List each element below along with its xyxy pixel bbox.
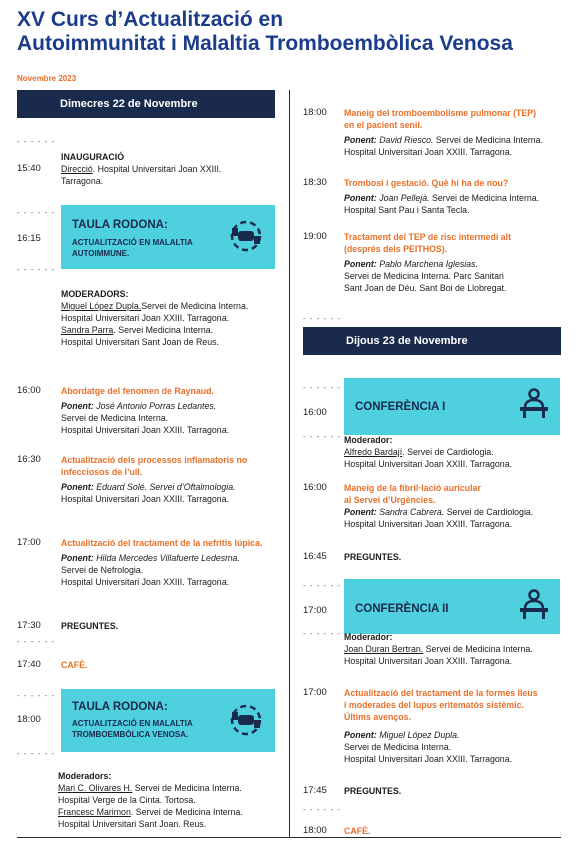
day-header-thursday: Dijous 23 de Novembre — [303, 327, 561, 355]
moderator-name: Francesc Marimon — [58, 807, 131, 817]
page-title — [17, 8, 513, 56]
divider-dashes: - - - - - - — [17, 637, 56, 646]
speaker-name: Joan Pellejà. — [379, 193, 430, 203]
moderator-block: Moderador: Joan Duran Bertran. Servei de Medicina Interna. Hospital Universitari Joan XXIII. Tarragona. — [344, 631, 574, 667]
divider-dashes: - - - - - - — [17, 265, 56, 274]
event-date: Novembre 2023 — [17, 74, 77, 83]
presenter-icon — [518, 589, 550, 621]
round-table-subtitle: ACTUALITZACIÓ EN MALALTIA TROMBOEMBÒLICA VENOSA. — [72, 719, 193, 739]
session-block: Actualització del tractament de la nefritis lúpica. Ponent: Hilda Mercedes Villafuerte Ledesma. Servei de Nefrologia. Hospital Universitari Joan XXIII. Tarragona. — [61, 537, 293, 588]
handshake-icon — [229, 219, 263, 253]
divider-dashes: - - - - - - — [17, 749, 56, 758]
speaker-name: Pablo Marchena Iglesias. — [379, 259, 478, 269]
time-label: 17:30 — [17, 620, 41, 631]
bottom-rule — [17, 837, 561, 838]
moderators-label: MODERADORS: — [61, 289, 129, 299]
inauguracio-block: INAUGURACIÓ Direcció. Hospital Universitari Joan XXIII. Tarragona. — [61, 151, 275, 187]
time-label: 16:15 — [17, 233, 41, 244]
session-title: Actualització del tractament de la nefritis lúpica. — [61, 538, 263, 548]
questions-label: PREGUNTES. — [344, 552, 402, 562]
time-label: 16:30 — [17, 454, 41, 465]
session-title: Maneig de la fibril·lació auricular — [344, 483, 481, 493]
divider-dashes: - - - - - - — [303, 805, 342, 814]
divider-dashes: - - - - - - — [303, 629, 342, 638]
divider-dashes: - - - - - - — [17, 137, 56, 146]
session-block: Maneig del tromboembolisme pulmonar (TEP) en el pacient senil. Ponent: David Riesco. Servei de Medicina Interna. Hospital Universitari Joan XXIII. Tarragona. — [344, 107, 574, 158]
time-label: 17:40 — [17, 659, 41, 670]
time-label: 15:40 — [17, 163, 41, 174]
session-title: Abordatge del fenomen de Raynaud. — [61, 386, 214, 396]
time-label: 18:00 — [303, 825, 327, 836]
round-table-subtitle: ACTUALITZACIÓ EN MALALTIA AUTOIMMUNE. — [72, 238, 193, 258]
day-header-wednesday: Dimecres 22 de Novembre — [17, 90, 275, 118]
moderators-label: Moderadors: — [58, 771, 112, 781]
presenter-icon — [518, 388, 550, 420]
time-label: 16:45 — [303, 551, 327, 562]
time-label: 16:00 — [17, 385, 41, 396]
time-label: 18:00 — [303, 107, 327, 118]
session-title: Trombosi i gestació. Què hi ha de nou? — [344, 178, 509, 188]
moderator-name: Joan Duran Bertran. — [344, 644, 424, 654]
session-block: Actualització del tractament de la formes lleus i moderades del lupus eritematós sistèmic. Últims avenços. Ponent: Miguel López Dupla. Servei de Medicina Interna. Hospital Universitari Joan XXIII. Tarragona. — [344, 687, 576, 765]
speaker-name: Hilda Mercedes Villafuerte Ledesma. — [96, 553, 240, 563]
speaker-name: Direcció — [61, 164, 93, 174]
session-block: Maneig de la fibril·lació auricular al Servei d’Urgències. Ponent: Sandra Cabrera. Servei de Cardiologia. Hospital Universitari Joan XXIII. Tarragona. — [344, 482, 574, 530]
session-title: Actualització del tractament de la formes lleus — [344, 688, 538, 698]
divider-dashes: - - - - - - — [17, 208, 56, 217]
time-label: 19:00 — [303, 231, 327, 242]
title-line-2: Autoimmunitat i Malaltia Tromboembòlica Venosa — [17, 32, 513, 55]
session-title: Maneig del tromboembolisme pulmonar (TEP) — [344, 108, 537, 118]
moderator-label: Moderador: — [344, 632, 393, 642]
speaker-name: Eduard Solé. Servei d’Oftalmologia. — [96, 482, 236, 492]
round-table-box — [61, 205, 275, 269]
moderators-block: Moderadors: Mari C. Olivares H. Servei de Medicina Interna. Hospital Verge de la Cinta. Tortosa. Francesc Marimon. Servei de Medicina Interna. Hospital Universitari Sant Joan. Reus. — [58, 770, 290, 830]
session-title: Tractament del TEP de risc intermedi alt — [344, 232, 512, 242]
time-label: 17:00 — [17, 537, 41, 548]
divider-dashes: - - - - - - — [303, 314, 342, 323]
session-block: Trombosi i gestació. Què hi ha de nou? Ponent: Joan Pellejà. Servei de Medicina Interna. Hospital Sant Pau i Santa Tecla. — [344, 177, 574, 216]
divider-dashes: - - - - - - — [303, 432, 342, 441]
time-label: 16:00 — [303, 482, 327, 493]
time-label: 18:30 — [303, 177, 327, 188]
moderator-name: Miguel López Dupla. — [61, 301, 142, 311]
session-block: Tractament del TEP de risc intermedi alt (després dels PEITHOS). Ponent: Pablo Marchena Iglesias. Servei de Medicina Interna. Parc Sanitari Sant Joan de Déu. Sant Boi de Llobregat. — [344, 231, 574, 294]
round-table-box — [61, 689, 275, 752]
moderator-name: Mari C. Olivares H. — [58, 783, 133, 793]
session-block: Abordatge del fenomen de Raynaud. Ponent: José Antonio Porras Ledantes. Servei de Medicina Interna. Hospital Universitari Joan XXIII. Tarragona. — [61, 385, 291, 436]
moderator-block: Moderador: Alfredo Bardají. Servei de Cardiologia. Hospital Universitari Joan XXIII. Tarragona. — [344, 434, 574, 470]
time-label: 17:00 — [303, 687, 327, 698]
session-title: Actualització dels processos inflamatoris no — [61, 455, 248, 465]
time-label: 16:00 — [303, 407, 327, 418]
coffee-label: CAFÈ. — [344, 826, 371, 836]
title-line-1: XV Curs d’Actualització en — [17, 8, 284, 31]
time-label: 17:45 — [303, 785, 327, 796]
handshake-icon — [229, 703, 263, 737]
speaker-name: David Riesco. — [379, 135, 434, 145]
moderator-name: Sandra Parra — [61, 325, 114, 335]
questions-label: PREGUNTES. — [61, 621, 119, 631]
divider-dashes: - - - - - - — [17, 691, 56, 700]
moderators-block: MODERADORS: Miguel López Dupla.Servei de Medicina Interna. Hospital Universitari Joan XXIII. Tarragona. Sandra Parra. Servei Medicina Interna. Hospital Universitari Sant Joan de Reus. — [61, 288, 291, 348]
questions-label: PREGUNTES. — [344, 786, 402, 796]
coffee-label: CAFÈ. — [61, 660, 88, 670]
divider-dashes: - - - - - - — [303, 383, 342, 392]
conference-box — [344, 378, 560, 435]
conference-title: CONFERÈNCIA I — [355, 401, 446, 413]
conference-title: CONFERÈNCIA II — [355, 603, 449, 615]
speaker-name: Miguel López Dupla. — [379, 730, 460, 740]
session-block: Actualització dels processos inflamatoris no infecciosos de l’ull. Ponent: Eduard Solé. Servei d’Oftalmologia. Hospital Universitari Joan XXIII. Tarragona. — [61, 454, 291, 505]
conference-box — [344, 579, 560, 634]
time-label: 17:00 — [303, 605, 327, 616]
round-table-title: TAULA RODONA: — [72, 219, 168, 231]
round-table-title: TAULA RODONA: — [72, 701, 168, 713]
session-title: INAUGURACIÓ — [61, 152, 125, 162]
moderator-label: Moderador: — [344, 435, 393, 445]
time-label: 18:00 — [17, 714, 41, 725]
speaker-name: José Antonio Porras Ledantes. — [96, 401, 217, 411]
moderator-name: Alfredo Bardají — [344, 447, 403, 457]
divider-dashes: - - - - - - — [303, 581, 342, 590]
speaker-name: Sandra Cabrera. — [379, 507, 445, 517]
